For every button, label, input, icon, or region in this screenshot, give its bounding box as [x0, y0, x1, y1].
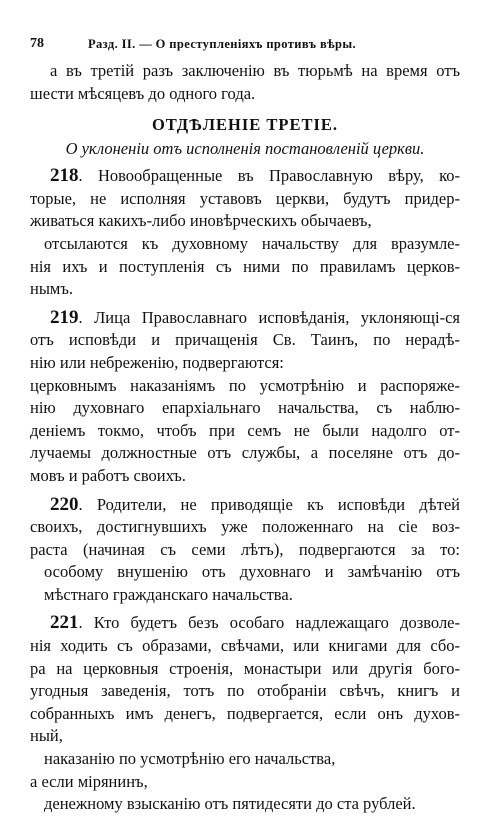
- text-line: а въ третій разъ заключенію въ тюрьмѣ на время отъ: [50, 61, 460, 80]
- text-line: угодныя заведенія, тотъ по отобраніи свѣчъ, книгъ и: [30, 681, 460, 701]
- article-220-line: 220. Родители, не приводящіе къ исповѣди дѣтей: [50, 493, 460, 515]
- running-title: Разд. II. — О преступленіяхъ противъ вѣры.: [88, 37, 357, 51]
- text-line: мовъ и работъ своихъ.: [30, 465, 186, 485]
- text-line: нію или небреженію, подвергаются:: [30, 352, 284, 372]
- book-page: [30, 36, 460, 816]
- article-number: 219: [50, 306, 79, 328]
- article-221-line: 221. Кто будетъ безъ особаго надлежащаго дозволе-: [50, 612, 460, 634]
- text-line: шести мѣсяцевъ до одного года.: [30, 83, 256, 103]
- text-line: денежному взысканію отъ пятидесяти до ста рублей.: [44, 794, 416, 814]
- text-line: торые, не исполняя уставовъ церкви, будутъ придер-: [30, 188, 460, 208]
- article-219-line: 219. Лица Православнаго исповѣданія, уклоняющі-ся: [50, 306, 460, 328]
- article-218-line: 218. Новообращенные въ Православную вѣру, ко-: [50, 165, 460, 187]
- text-line: нія ходить съ образами, свѣчами, или книгами для сбо-: [30, 636, 460, 656]
- text-line: мѣстнаго гражданскаго начальства.: [44, 584, 293, 604]
- text-line: отсылаются къ духовному начальству для вразумле-: [44, 233, 460, 253]
- text-line: нію духовнаго епархіальнаго начальства, съ наблю-: [30, 398, 460, 418]
- text-line: наказанію по усмотрѣнію его начальства,: [44, 749, 336, 769]
- text-line: церковнымъ наказаніямъ по усмотрѣнію и распоряже-: [30, 375, 460, 395]
- text-line: отъ исповѣди и причащенія Св. Таинъ, по нерадѣ-: [30, 330, 460, 350]
- section-heading: ОТДѢЛЕНІЕ ТРЕТІЕ.: [151, 115, 339, 135]
- text-line: своихъ, достигнувшихъ уже положеннаго на сіе воз-: [30, 517, 460, 537]
- running-header: [30, 36, 460, 60]
- text-line: а если мірянинъ,: [30, 771, 148, 791]
- section-subheading: О уклоненіи отъ исполненія постановленій церкви.: [65, 139, 425, 159]
- text-line: собранныхъ имъ денегъ, подвергается, если онъ духов-: [30, 703, 460, 723]
- text-line: раста (начиная съ семи лѣтъ), подвергаются за то:: [30, 539, 460, 559]
- text-line: особому внушенію отъ духовнаго и замѣчанію отъ: [44, 562, 460, 582]
- page-number: 78: [30, 36, 44, 51]
- text-line: ра на церковныя строенія, монастыри или другія бого-: [30, 658, 460, 678]
- text-line: деніемъ токмо, чтобъ при семъ не были надолго от-: [30, 420, 460, 440]
- article-number: 221: [50, 612, 79, 634]
- article-number: 220: [50, 493, 79, 515]
- text-line: лучаемы должностные отъ службы, а поселяне отъ до-: [30, 443, 460, 463]
- article-number: 218: [50, 165, 79, 187]
- text-line: нымъ.: [30, 279, 74, 299]
- text-line: нія ихъ и поступленія съ ними по правиламъ церков-: [30, 256, 460, 276]
- text-line: живаться какихъ-либо иновѣрческихъ обычаевъ,: [30, 211, 372, 231]
- text-line: ный,: [30, 726, 63, 746]
